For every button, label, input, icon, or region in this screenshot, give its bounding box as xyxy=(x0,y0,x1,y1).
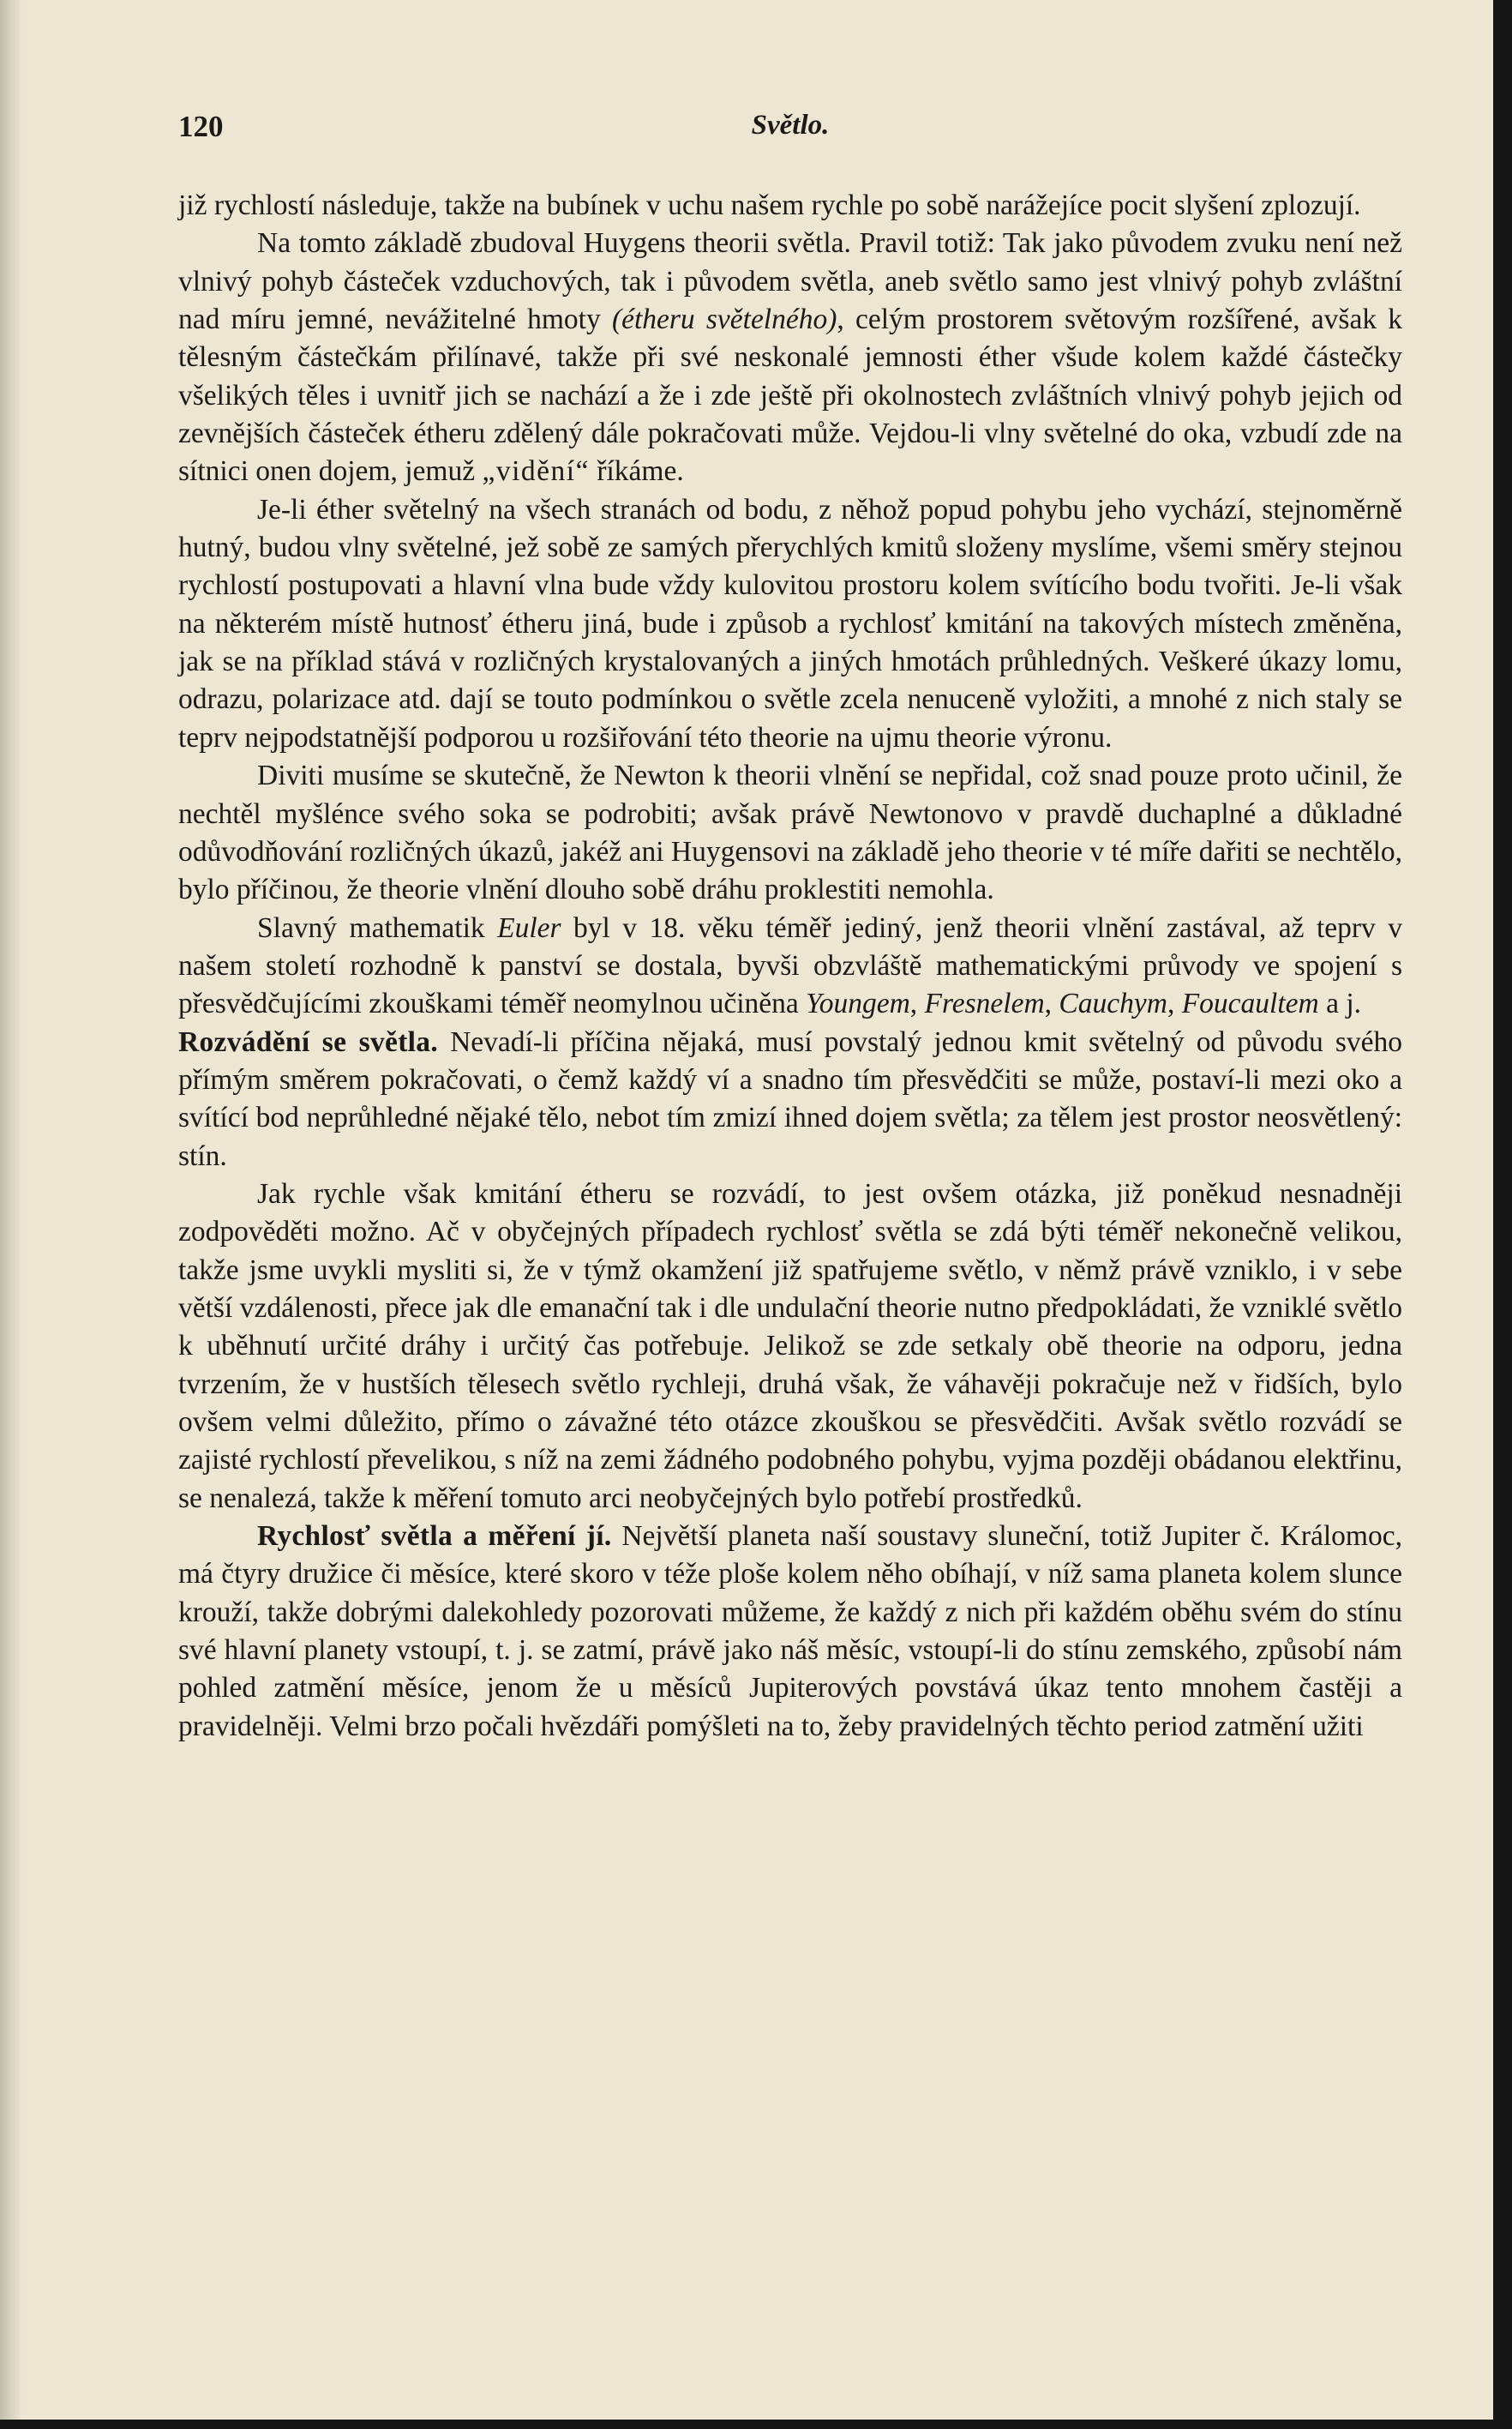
paragraph xyxy=(178,187,1402,225)
page-gutter-shadow xyxy=(0,0,22,2420)
text-run: Je-li éther světelný na všech stranách od bodu, z něhož popud pohybu jeho vychází, stejnoměrně hutný, budou vlny světelné, jež sobě ze samých přerychlých kmitů složeny myslíme, všemi směry stejnou rychlostí postupovati a hlavní vlna bude vždy kulovitou prostoru kolem svítícího bodu tvořiti. Je-li však na některém místě hutnosť étheru jiná, bude i způsob a rychlosť kmitání na takových místech změněna, jak se na příklad stává v rozličných krystalovaných a jiných hmotách průhledných. Veškeré úkazy lomu, odrazu, polarizace atd. dají se touto podmínkou o světle zcela nenuceně vyložiti, a mnohé z nich staly se teprv nejpodstatnější podporou u rozšiřování této theorie na ujmu theorie výronu. xyxy=(178,493,1402,754)
page-number: 120 xyxy=(178,110,224,143)
paragraph xyxy=(178,1024,1402,1175)
italic-name: Fresnelem xyxy=(924,988,1045,1020)
body-text xyxy=(178,187,1402,1746)
paragraph xyxy=(178,1175,1402,1518)
text-run: , xyxy=(1167,988,1182,1020)
italic-name: Foucaultem xyxy=(1181,988,1319,1020)
text-run: , celým prostorem světovým rozšířené, avšak k tělesným částečkám přilínavé, takže při své neskonalé jemnosti éther všude kolem každé částečky všelikých těles i uvnitř jich se nachází a že i zde ještě při okolnostech zvláštních vlnivý pohyb jejich od zevnějších částeček étheru zdělený dále pokračovati může. Vejdou-li vlny světelné do oka, vzbudí zde na sítnici onen dojem, jemuž xyxy=(178,304,1403,488)
text-run: a j. xyxy=(1318,988,1362,1020)
text-run: byl v 18. věku téměř jediný, jenž theorii vlnění zastával, až teprv v našem století rozhodně k panství se dostala, byvši obzvláště mathematickými průvody ve spojení s přesvědčujícími zkouškami téměř neomylnou učiněna xyxy=(178,911,1403,1020)
text-run: Největší planeta naší soustavy sluneční, totiž Jupiter č. Králomoc, má čtyry družice či měsíce, které skoro v téže ploše kolem něho obíhají, v níž sama planeta kolem slunce krouží, takže dobrými dalekohledy pozorovati můžeme, že každý z nich při každém oběhu svém do stínu své hlavní planety vstoupí, t. j. se zatmí, právě jako náš měsíc, vstoupí-li do stínu zemského, způsobí nám pohled zatmění měsíce, jenom že u měsíců Jupiterových povstává úkaz tento mnohem častěji a pravidelněji. Velmi brzo počali hvězdáři pomýšleti na to, žeby pravidelných těchto period zatmění užiti xyxy=(178,1520,1402,1742)
text-run: , xyxy=(1044,988,1059,1020)
italic-name: (étheru světelného) xyxy=(611,304,837,336)
italic-name: Euler xyxy=(497,911,561,944)
paragraph xyxy=(178,757,1402,909)
running-head xyxy=(178,110,1402,161)
text-run: říkáme. xyxy=(589,455,684,488)
paragraph xyxy=(178,225,1402,490)
spaced-term: „vidění“ xyxy=(482,455,590,488)
section-heading: Rychlosť světla a měření jí. xyxy=(257,1520,612,1553)
paragraph xyxy=(178,910,1402,1024)
italic-name: Youngem xyxy=(806,988,910,1020)
italic-name: Cauchym xyxy=(1059,988,1167,1020)
text-run: Diviti musíme se skutečně, že Newton k theorii vlnění se nepřidal, což snad pouze proto učinil, že nechtěl myšlénce svého soka se podrobiti; avšak právě Newtonovo v pravdě duchaplné a důkladné odůvodňování rozličných úkazů, jakéž ani Huygensovi na základě jeho theorie v té míře dařiti se nechtělo, bylo příčinou, že theorie vlnění dlouho sobě dráhu proklestiti nemohla. xyxy=(178,760,1402,906)
text-run: Na tomto základě zbudoval Huygens theorii světla. Pravil totiž: Tak jako původem zvuku není než vlnivý pohyb částeček vzduchových, tak i původem světla, aneb světlo samo jest vlnivý pohyb zvláštní nad míru jemné, nevážitelné hmoty xyxy=(178,227,1402,336)
text-run: Slavný mathematik xyxy=(257,911,498,944)
text-run: Jak rychle však kmitání étheru se rozvádí, to jest ovšem otázka, již poněkud nesnadněji zodpověděti možno. Ač v obyčejných případech rychlosť světla se zdá býti téměř nekonečně velikou, takže jsme uvykli mysliti si, že v týmž okamžení již spatřujeme světlo, v němž právě vzniklo, i v sebe větší vzdálenosti, přece jak dle emanační tak i dle undulační theorie nutno předpokládati, že vzniklé světlo k uběhnutí určité dráhy i určitý čas potřebuje. Jelikož se zde setkaly obě theorie na odporu, jedna tvrzením, že v hustších tělesech světlo rychleji, druhá však, že váhavěji pokračuje než v řidších, bylo ovšem velmi důležito, přímo o závažné této otázce zkouškou se přesvědčiti. Avšak světlo rozvádí se zajisté rychlostí převelikou, s níž na zemi žádného podobného pohybu, vyjma později obádanou elektřinu, se nenalezá, takže k měření tomuto arci neobyčejných bylo potřebí prostředků. xyxy=(178,1177,1402,1514)
paragraph xyxy=(178,1518,1402,1746)
text-run: již rychlostí následuje, takže na bubínek v uchu našem rychle po sobě narážejíce pocit slyšení zplozují. xyxy=(178,189,1361,221)
text-run: Nevadí-li příčina nějaká, musí povstalý jednou kmit světelný od původu svého přímým směrem pokračovati, o čemž každý ví a snadno tím přesvědčiti se může, postaví-li mezi oko a svítící bod neprůhledné nějaké tělo, nebot tím zmizí ihned dojem světla; za tělem jest prostor neosvětlený: stín. xyxy=(178,1025,1402,1172)
running-title: Světlo. xyxy=(751,110,830,141)
text-run: , xyxy=(909,988,925,1020)
section-heading: Rozvádění se světla. xyxy=(178,1025,439,1058)
paragraph xyxy=(178,491,1402,757)
